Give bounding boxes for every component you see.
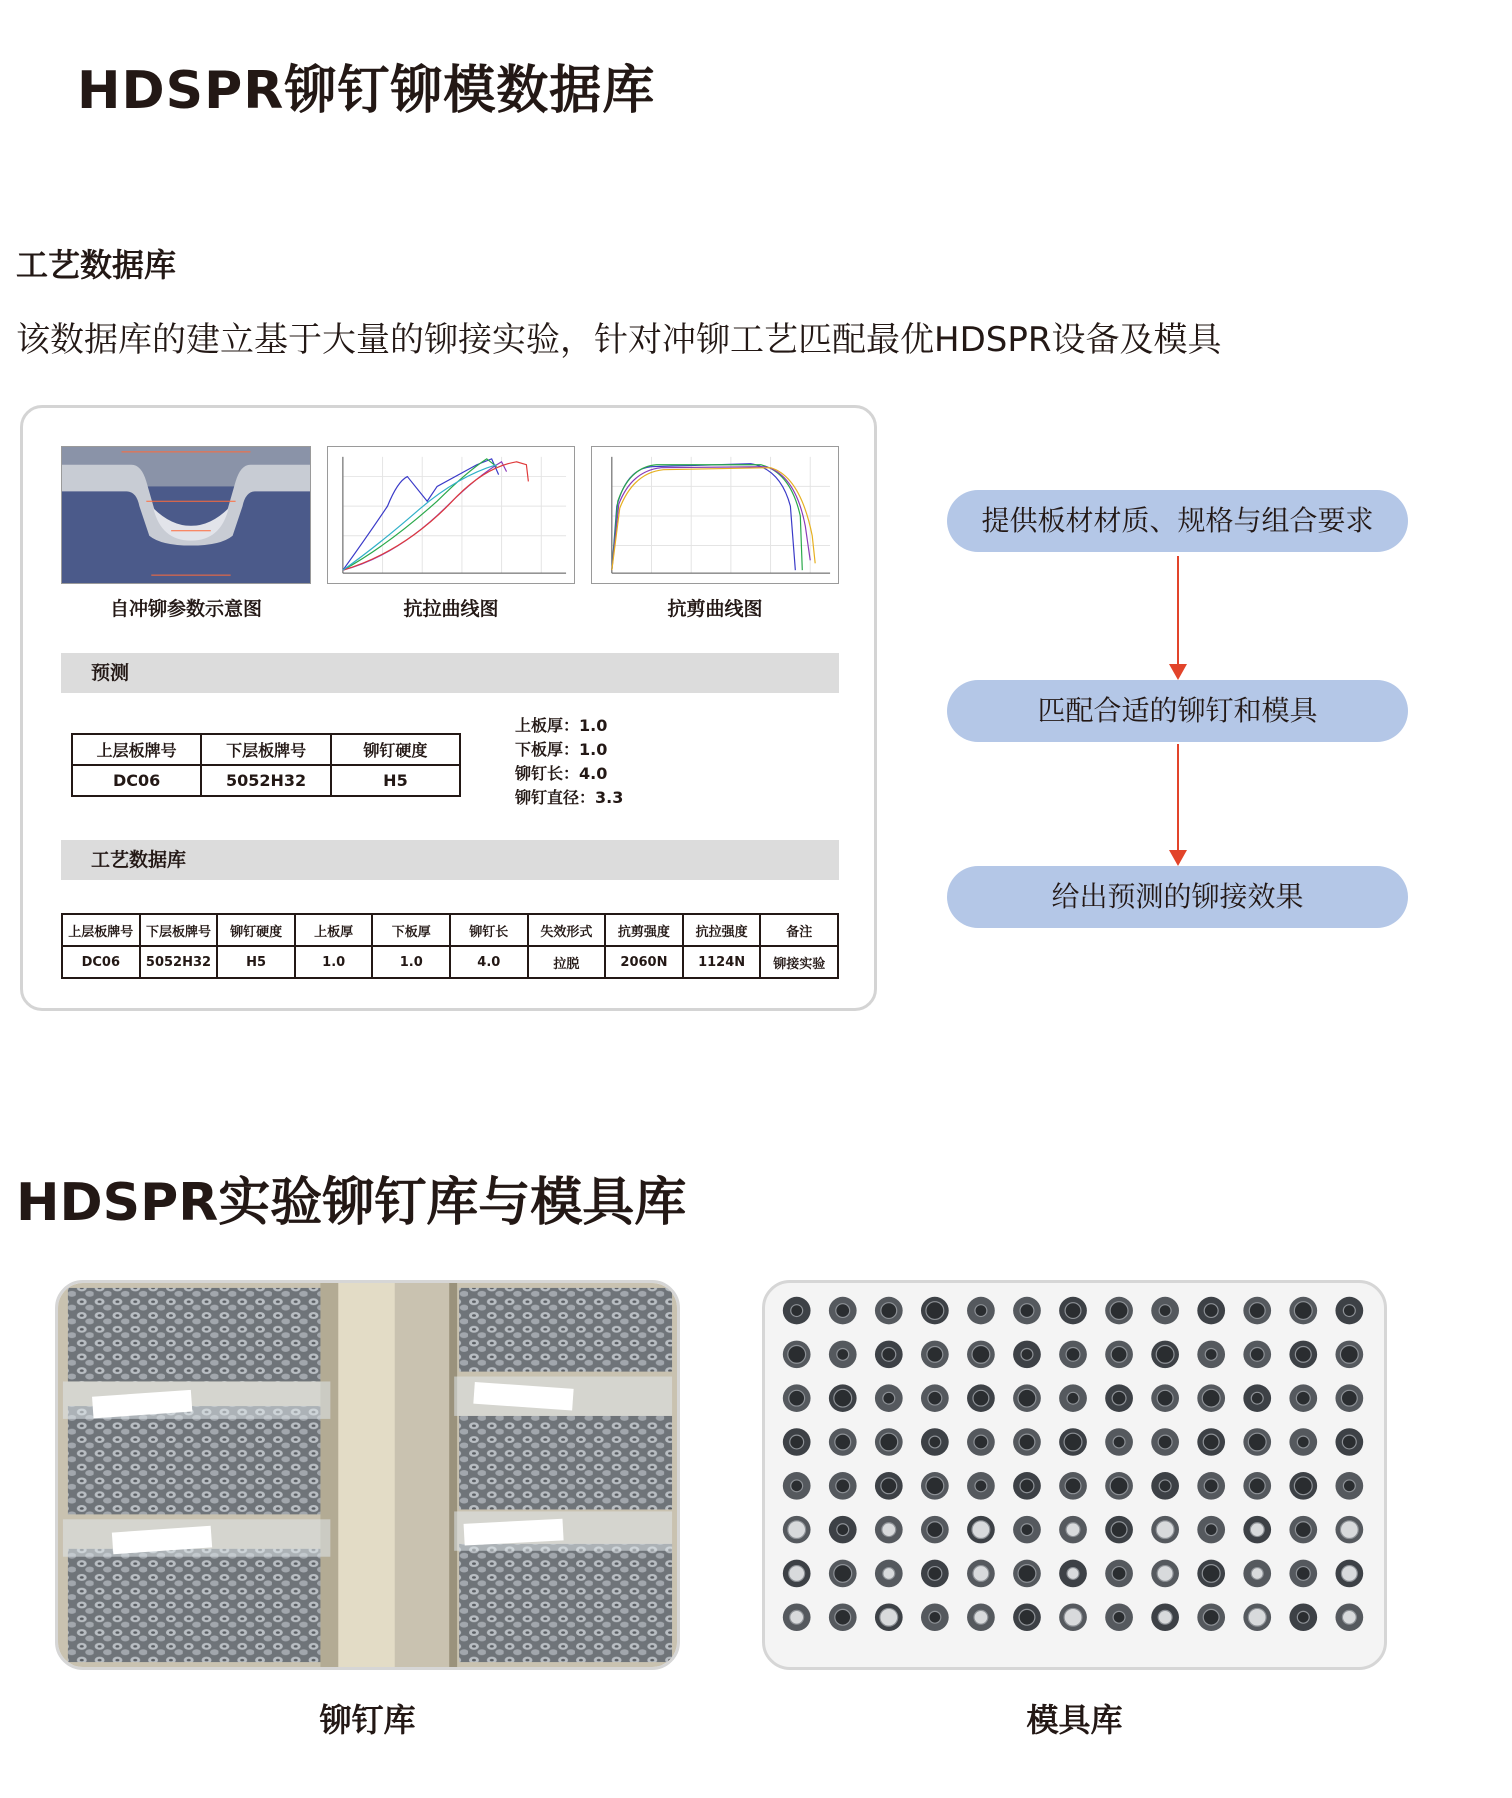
die-item bbox=[1013, 1428, 1041, 1456]
die-item bbox=[829, 1428, 857, 1456]
die-item bbox=[967, 1341, 995, 1369]
table-cell: DC06 bbox=[72, 765, 201, 796]
die-item bbox=[1059, 1428, 1087, 1456]
die-item bbox=[1197, 1384, 1225, 1412]
table-header-cell: 上层板牌号 bbox=[62, 914, 140, 946]
rivet-cross-section-image bbox=[61, 446, 311, 584]
flow-arrow-down-icon bbox=[1168, 744, 1188, 866]
param-rivet-diameter: 铆钉直径：3.3 bbox=[515, 788, 624, 807]
die-item bbox=[1105, 1428, 1133, 1456]
die-item bbox=[1105, 1516, 1133, 1544]
die-item bbox=[1013, 1516, 1041, 1544]
die-item bbox=[1243, 1297, 1271, 1325]
die-item bbox=[1151, 1472, 1179, 1500]
die-item bbox=[1243, 1603, 1271, 1631]
die-item bbox=[783, 1560, 811, 1588]
table-header-row bbox=[72, 734, 460, 765]
die-item bbox=[1197, 1341, 1225, 1369]
predict-parameters bbox=[515, 714, 623, 810]
die-item bbox=[875, 1297, 903, 1325]
table-cell: 2060N bbox=[605, 946, 683, 978]
caption-parameters: 自冲铆参数示意图 bbox=[109, 598, 262, 620]
die-item bbox=[1335, 1516, 1363, 1544]
die-item bbox=[967, 1297, 995, 1325]
die-item bbox=[875, 1603, 903, 1631]
process-db-header: 工艺数据库 bbox=[61, 840, 839, 880]
die-item bbox=[829, 1560, 857, 1588]
die-item bbox=[1197, 1516, 1225, 1544]
caption-tensile: 抗拉曲线图 bbox=[403, 598, 499, 620]
table-cell: 1124N bbox=[683, 946, 761, 978]
die-item bbox=[967, 1516, 995, 1544]
table-cell: 1.0 bbox=[372, 946, 450, 978]
table-header-cell: 抗拉强度 bbox=[683, 914, 761, 946]
die-item bbox=[921, 1516, 949, 1544]
die-item bbox=[1289, 1428, 1317, 1456]
table-cell: H5 bbox=[331, 765, 460, 796]
die-item bbox=[1151, 1560, 1179, 1588]
die-item bbox=[783, 1428, 811, 1456]
caption-shear: 抗剪曲线图 bbox=[667, 598, 763, 620]
die-item bbox=[1243, 1516, 1271, 1544]
tensile-curve-image bbox=[327, 446, 575, 584]
die-item bbox=[829, 1603, 857, 1631]
table-header-row bbox=[62, 914, 838, 946]
table-header-cell: 下层板牌号 bbox=[140, 914, 218, 946]
die-item bbox=[829, 1297, 857, 1325]
die-item bbox=[875, 1472, 903, 1500]
die-library-caption: 模具库 bbox=[1026, 1701, 1123, 1739]
table-row bbox=[62, 946, 838, 978]
die-item bbox=[1335, 1341, 1363, 1369]
die-item bbox=[1289, 1603, 1317, 1631]
die-item bbox=[1197, 1560, 1225, 1588]
die-item bbox=[1059, 1297, 1087, 1325]
die-item bbox=[1151, 1428, 1179, 1456]
die-item bbox=[783, 1603, 811, 1631]
table-cell: 4.0 bbox=[450, 946, 528, 978]
die-item bbox=[1335, 1384, 1363, 1412]
die-item bbox=[967, 1428, 995, 1456]
table-header-cell: 铆钉硬度 bbox=[331, 734, 460, 765]
die-item bbox=[875, 1560, 903, 1588]
rivet-library-caption: 铆钉库 bbox=[319, 1701, 416, 1739]
die-item bbox=[1335, 1560, 1363, 1588]
predict-table bbox=[71, 733, 461, 797]
die-item bbox=[967, 1472, 995, 1500]
table-cell: 铆接实验 bbox=[760, 946, 838, 978]
die-item bbox=[1013, 1384, 1041, 1412]
table-cell: 拉脱 bbox=[528, 946, 606, 978]
param-rivet-length: 铆钉长：4.0 bbox=[515, 764, 608, 783]
die-item bbox=[921, 1341, 949, 1369]
die-item bbox=[921, 1297, 949, 1325]
section-description: 该数据库的建立基于大量的铆接实验，针对冲铆工艺匹配最优HDSPR设备及模具 bbox=[16, 320, 1222, 360]
table-header-cell: 备注 bbox=[760, 914, 838, 946]
library-title: HDSPR实验铆钉库与模具库 bbox=[16, 1173, 687, 1233]
die-item bbox=[1243, 1428, 1271, 1456]
die-item bbox=[967, 1560, 995, 1588]
die-item bbox=[783, 1516, 811, 1544]
table-header-cell: 下层板牌号 bbox=[201, 734, 331, 765]
die-item bbox=[1289, 1472, 1317, 1500]
die-item bbox=[875, 1341, 903, 1369]
die-item bbox=[1151, 1341, 1179, 1369]
die-item bbox=[875, 1384, 903, 1412]
table-cell: H5 bbox=[217, 946, 295, 978]
table-header-cell: 上板厚 bbox=[295, 914, 373, 946]
die-item bbox=[921, 1384, 949, 1412]
die-item bbox=[1013, 1560, 1041, 1588]
table-cell: 5052H32 bbox=[201, 765, 331, 796]
process-db-table bbox=[61, 913, 839, 979]
die-item bbox=[1335, 1603, 1363, 1631]
table-header-cell: 铆钉长 bbox=[450, 914, 528, 946]
die-item bbox=[1059, 1560, 1087, 1588]
die-item bbox=[1013, 1341, 1041, 1369]
die-item bbox=[1289, 1384, 1317, 1412]
flow-arrow-down-icon bbox=[1168, 556, 1188, 680]
table-cell: 1.0 bbox=[295, 946, 373, 978]
die-item bbox=[1059, 1341, 1087, 1369]
table-header-cell: 抗剪强度 bbox=[605, 914, 683, 946]
die-item bbox=[967, 1384, 995, 1412]
shear-curve-image bbox=[591, 446, 839, 584]
die-item bbox=[1105, 1341, 1133, 1369]
die-item bbox=[783, 1297, 811, 1325]
die-item bbox=[829, 1384, 857, 1412]
table-header-cell: 失效形式 bbox=[528, 914, 606, 946]
die-item bbox=[921, 1603, 949, 1631]
table-header-cell: 上层板牌号 bbox=[72, 734, 201, 765]
rivet-library-photo bbox=[55, 1280, 680, 1670]
die-item bbox=[1059, 1384, 1087, 1412]
die-item bbox=[921, 1560, 949, 1588]
table-header-cell: 下板厚 bbox=[372, 914, 450, 946]
die-item bbox=[1105, 1560, 1133, 1588]
die-item bbox=[829, 1472, 857, 1500]
die-item bbox=[1289, 1341, 1317, 1369]
die-item bbox=[783, 1472, 811, 1500]
die-item bbox=[875, 1428, 903, 1456]
die-item bbox=[1151, 1384, 1179, 1412]
die-item bbox=[1197, 1428, 1225, 1456]
die-item bbox=[1013, 1603, 1041, 1631]
die-item bbox=[1243, 1472, 1271, 1500]
die-item bbox=[921, 1472, 949, 1500]
page-title: HDSPR铆钉铆模数据库 bbox=[77, 61, 656, 121]
die-item bbox=[829, 1341, 857, 1369]
table-header-cell: 铆钉硬度 bbox=[217, 914, 295, 946]
table-row bbox=[72, 765, 460, 796]
die-item bbox=[1243, 1384, 1271, 1412]
die-item bbox=[1335, 1297, 1363, 1325]
die-item bbox=[1105, 1384, 1133, 1412]
die-item bbox=[1151, 1516, 1179, 1544]
die-item bbox=[1335, 1428, 1363, 1456]
die-item bbox=[1151, 1297, 1179, 1325]
die-item bbox=[1197, 1603, 1225, 1631]
die-item bbox=[1289, 1560, 1317, 1588]
die-item bbox=[1197, 1297, 1225, 1325]
die-item bbox=[967, 1603, 995, 1631]
process-database-panel bbox=[20, 405, 877, 1011]
die-item bbox=[783, 1341, 811, 1369]
param-lower-thickness: 下板厚：1.0 bbox=[515, 740, 608, 759]
die-item bbox=[875, 1516, 903, 1544]
die-item bbox=[1013, 1472, 1041, 1500]
die-item bbox=[1151, 1603, 1179, 1631]
flow-step-1: 提供板材材质、规格与组合要求 bbox=[947, 490, 1408, 552]
die-item bbox=[1105, 1297, 1133, 1325]
die-item bbox=[1059, 1472, 1087, 1500]
die-item bbox=[1013, 1297, 1041, 1325]
die-item bbox=[1105, 1603, 1133, 1631]
die-item bbox=[829, 1516, 857, 1544]
table-cell: 5052H32 bbox=[140, 946, 218, 978]
die-library-photo bbox=[762, 1280, 1387, 1670]
die-item bbox=[1197, 1472, 1225, 1500]
die-item bbox=[1243, 1560, 1271, 1588]
die-item bbox=[1289, 1516, 1317, 1544]
die-item bbox=[1105, 1472, 1133, 1500]
die-item bbox=[1243, 1341, 1271, 1369]
predict-header: 预测 bbox=[61, 653, 839, 693]
param-upper-thickness: 上板厚：1.0 bbox=[515, 716, 608, 735]
die-item bbox=[921, 1428, 949, 1456]
die-item bbox=[1289, 1297, 1317, 1325]
die-item bbox=[1059, 1603, 1087, 1631]
section-title: 工艺数据库 bbox=[16, 246, 177, 284]
flow-step-3: 给出预测的铆接效果 bbox=[947, 866, 1408, 928]
flow-step-2: 匹配合适的铆钉和模具 bbox=[947, 680, 1408, 742]
die-item bbox=[1335, 1472, 1363, 1500]
table-cell: DC06 bbox=[62, 946, 140, 978]
die-item bbox=[1059, 1516, 1087, 1544]
die-item bbox=[783, 1384, 811, 1412]
